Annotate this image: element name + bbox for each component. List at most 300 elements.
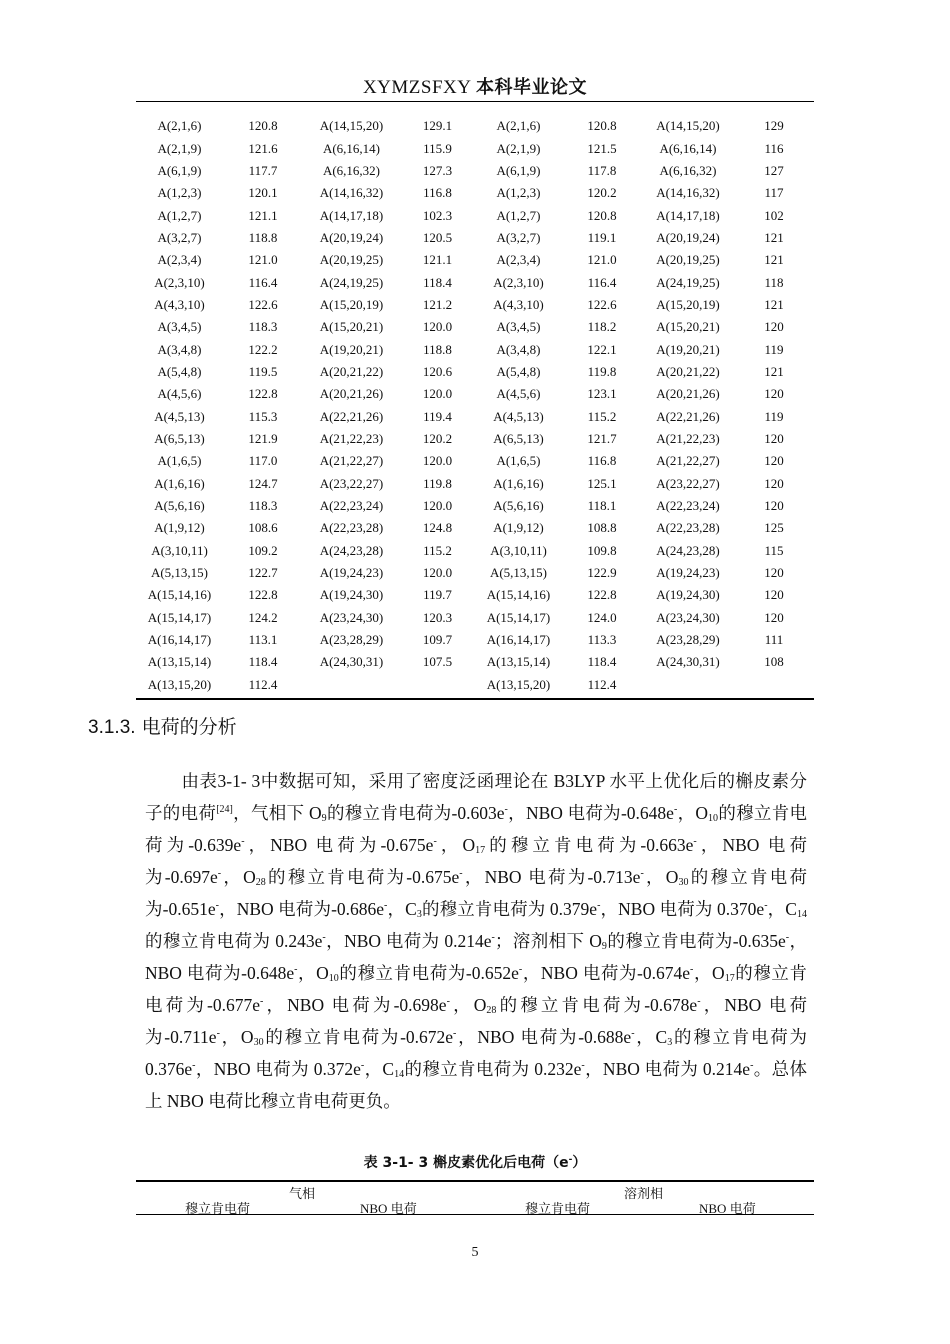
angle-value-cell: 129: [764, 118, 784, 134]
superscript: [24]: [216, 804, 233, 815]
angle-value-cell: 102: [764, 207, 784, 223]
angle-label-cell: A(19,20,21): [656, 341, 720, 357]
angle-label-cell: A(5,4,8): [496, 363, 541, 379]
superscript: -: [241, 836, 245, 847]
angle-label-cell: A(23,24,30): [319, 609, 384, 625]
angle-value-cell: 120.0: [422, 453, 453, 469]
table-row: [136, 428, 814, 450]
angle-value-cell: 118.3: [248, 498, 278, 514]
angle-value-cell: 120: [764, 319, 784, 335]
angle-value-cell: 112.4: [587, 676, 617, 692]
table-row: [136, 204, 814, 226]
text-run: 由表3-1- 3中数据可知，采用了密度泛函理论在 B3LYP 水平上优化后的槲皮素分子的电荷: [145, 771, 807, 823]
table-row: [136, 450, 814, 472]
angle-label-cell: A(2,3,4): [496, 252, 541, 268]
section-heading: [88, 712, 237, 739]
superscript: -: [491, 932, 495, 943]
subscript: 30: [253, 1037, 264, 1048]
angle-label-cell: A(24,23,28): [656, 542, 720, 558]
text-run: ，O: [677, 803, 709, 823]
angle-value-cell: 122.9: [587, 565, 617, 581]
caption-superscript: -: [568, 1155, 573, 1165]
angle-value-cell: 120.0: [422, 565, 453, 581]
angle-value-cell: 121.6: [248, 140, 278, 156]
superscript: -: [322, 932, 326, 943]
text-run: 的穆立肯电荷为 0.243e: [145, 931, 323, 951]
angle-value-cell: 120.0: [422, 386, 453, 402]
angle-label-cell: A(13,15,14): [147, 654, 212, 670]
angle-value-cell: 118.2: [587, 319, 617, 335]
angle-value-cell: 109.8: [587, 542, 617, 558]
angle-label-cell: A(14,15,20): [656, 118, 720, 134]
subscript: 30: [678, 877, 689, 888]
table-row: [136, 540, 814, 562]
angle-value-cell: 122.2: [248, 341, 278, 357]
angle-value-cell: 109.2: [248, 542, 278, 558]
angle-label-cell: A(1,2,3): [496, 185, 541, 201]
angle-value-cell: 120: [764, 475, 784, 491]
table-row: [136, 338, 814, 360]
superscript: -: [215, 900, 219, 911]
angle-value-cell: 113.3: [587, 632, 617, 648]
angle-value-cell: 121: [764, 296, 784, 312]
col-mulliken-solvent: 穆立肯电荷: [525, 1201, 591, 1216]
angle-label-cell: A(6,16,14): [322, 140, 381, 156]
text-run: 的穆立肯电荷为 0.232e: [404, 1059, 582, 1079]
angle-label-cell: A(15,14,16): [486, 587, 551, 603]
angle-value-cell: 119: [764, 408, 784, 424]
angle-label-cell: A(15,20,21): [319, 319, 384, 335]
angle-value-cell: 120: [764, 453, 784, 469]
group-solvent-header: 溶剂相: [624, 1186, 664, 1201]
angle-label-cell: A(24,19,25): [319, 274, 384, 290]
text-run: ，NBO 电荷为 0.214e: [584, 1059, 751, 1079]
section-title: 电荷的分析: [141, 716, 237, 738]
superscript: -: [597, 900, 601, 911]
text-run: 的穆立肯电荷为 0.376e: [145, 1027, 807, 1079]
angle-label-cell: A(3,2,7): [157, 229, 202, 245]
angle-value-cell: 121: [764, 252, 784, 268]
superscript: -: [216, 1028, 220, 1039]
table-row: [136, 383, 814, 405]
angle-value-cell: 102.3: [422, 207, 453, 223]
angle-label-cell: A(24,23,28): [319, 542, 384, 558]
subscript: 17: [475, 845, 486, 856]
angle-label-cell: [303, 674, 400, 696]
text-run: ，C: [634, 1027, 668, 1047]
angle-label-cell: A(6,16,32): [322, 162, 381, 178]
angle-label-cell: A(23,22,27): [319, 475, 384, 491]
angle-label-cell: A(4,5,13): [154, 408, 205, 424]
angle-label-cell: A(6,1,9): [157, 162, 202, 178]
angle-value-cell: 120: [764, 386, 784, 402]
subscript: 14: [394, 1069, 405, 1080]
angle-value-cell: 111: [764, 632, 784, 648]
angle-label-cell: A(2,3,10): [154, 274, 205, 290]
section-number: 3.1.3.: [88, 717, 136, 738]
angle-label-cell: A(20,21,26): [319, 386, 384, 402]
text-run: 的穆立肯电荷为-0.663e: [485, 835, 694, 855]
superscript: -: [459, 868, 463, 879]
subscript: 3: [667, 1037, 673, 1048]
angle-value-cell: 116.8: [423, 185, 452, 201]
angle-value-cell: 109.7: [422, 632, 453, 648]
table-row: [136, 249, 814, 271]
table-row: [136, 227, 814, 249]
angle-value-cell: 118.8: [423, 341, 452, 357]
angle-label-cell: A(5,4,8): [157, 363, 202, 379]
text-run: ，NBO 电荷为-0.698e: [263, 995, 447, 1015]
col-mulliken-gas: 穆立肯电荷: [185, 1201, 251, 1216]
superscript: -: [294, 964, 298, 975]
table-row: [136, 517, 814, 539]
angle-value-cell: 121: [764, 363, 784, 379]
angle-label-cell: A(23,28,29): [656, 632, 720, 648]
superscript: -: [446, 996, 450, 1007]
table-row: [136, 160, 814, 182]
angle-label-cell: A(22,21,26): [319, 408, 384, 424]
angle-value-cell: 127: [764, 162, 784, 178]
angle-label-cell: A(3,4,5): [157, 319, 202, 335]
angle-label-cell: A(24,30,31): [656, 654, 720, 670]
superscript: -: [764, 900, 768, 911]
angle-value-cell: 124.0: [587, 609, 617, 625]
header-latin: XYMZSFXY: [362, 77, 471, 98]
angle-label-cell: A(6,1,9): [496, 162, 541, 178]
angle-label-cell: A(15,20,19): [656, 296, 720, 312]
angle-value-cell: 122.1: [587, 341, 617, 357]
superscript: -: [384, 900, 388, 911]
angle-value-cell: 121.1: [248, 207, 278, 223]
angle-label-cell: A(19,24,30): [319, 587, 384, 603]
table-row: [136, 584, 814, 606]
subscript: 9: [601, 941, 607, 952]
table-row: [136, 562, 814, 584]
angle-label-cell: A(24,30,31): [319, 654, 384, 670]
angle-value-cell: 121.1: [422, 252, 453, 268]
superscript: -: [360, 1060, 365, 1071]
text-run: 的穆立肯电荷为-0.603e: [326, 803, 505, 823]
angle-value-cell: 118.3: [248, 319, 278, 335]
angle-label-cell: A(15,20,21): [656, 319, 720, 335]
angle-value-cell: 113.1: [248, 632, 278, 648]
text-run: ，NBO 电荷为-0.711e: [145, 995, 808, 1047]
angle-value-cell: 108: [764, 654, 784, 670]
text-run: 的穆立肯电荷为-0.651e: [145, 867, 807, 919]
subscript: 28: [255, 877, 266, 888]
angle-value-cell: 118.4: [423, 274, 452, 290]
angle-value-cell: 120.0: [422, 319, 453, 335]
angle-value-cell: 119.8: [587, 363, 617, 379]
superscript: -: [259, 996, 264, 1007]
angle-label-cell: A(20,19,25): [319, 252, 384, 268]
angle-value-cell: 116.4: [248, 274, 278, 290]
table-row: [136, 361, 814, 383]
angle-label-cell: A(20,21,22): [319, 363, 384, 379]
angle-label-cell: A(5,13,15): [150, 565, 209, 581]
charge-table-top-rule: [136, 1180, 814, 1182]
angle-label-cell: A(23,22,27): [656, 475, 720, 491]
angle-label-cell: A(19,24,23): [319, 565, 384, 581]
table-row: [136, 316, 814, 338]
text-run: ；溶剂相下 O: [494, 931, 602, 951]
angle-value-cell: 122.7: [248, 565, 278, 581]
angle-label-cell: A(3,2,7): [496, 229, 541, 245]
angle-value-cell: 107.5: [422, 654, 453, 670]
angle-value-cell: 119.7: [423, 587, 452, 603]
table-row: [136, 473, 814, 495]
text-run: 的穆立肯电荷为-0.678e: [496, 995, 698, 1015]
angle-label-cell: [642, 674, 734, 696]
subscript: 3: [416, 909, 422, 920]
angle-label-cell: A(4,3,10): [493, 296, 544, 312]
angle-label-cell: A(13,15,14): [486, 654, 551, 670]
text-run: 的穆立肯电荷为-0.652e: [338, 963, 519, 983]
angle-label-cell: A(4,5,6): [496, 386, 541, 402]
text-run: ，O: [219, 1027, 254, 1047]
angle-value-cell: 116: [764, 140, 784, 156]
angle-label-cell: A(20,19,24): [656, 229, 720, 245]
angle-label-cell: A(15,20,19): [319, 296, 384, 312]
angle-label-cell: A(3,4,5): [496, 319, 541, 335]
superscript: -: [504, 804, 508, 815]
angle-value-cell: [734, 674, 814, 696]
table-row: [136, 629, 814, 651]
angle-value-cell: 120: [764, 587, 784, 603]
angle-label-cell: A(2,1,6): [496, 118, 541, 134]
angle-label-cell: A(23,24,30): [656, 609, 720, 625]
text-run: 的穆立肯电荷为-0.639e: [145, 803, 807, 855]
table-row: [136, 137, 814, 159]
page-number: 5: [471, 1245, 479, 1260]
angle-value-cell: 117.8: [587, 162, 617, 178]
text-run: ，NBO 电荷为 0.370e: [600, 899, 765, 919]
text-run: ，NBO 电荷为 0.214e: [325, 931, 492, 951]
angle-value-cell: 121.2: [422, 296, 453, 312]
angle-label-cell: A(21,22,27): [656, 453, 720, 469]
angle-value-cell: 122.8: [248, 386, 278, 402]
superscript: -: [631, 1028, 635, 1039]
text-run: 。总体上 NBO 电荷比穆立肯电荷更负。: [145, 1059, 807, 1111]
angle-value-cell: 120: [764, 430, 784, 446]
subscript: 10: [708, 813, 719, 824]
text-run: 的穆立肯电荷为-0.635e: [606, 931, 786, 951]
angle-value-cell: 116.4: [587, 274, 617, 290]
text-run: ，NBO 电荷为-0.713e: [462, 867, 641, 887]
angle-value-cell: 120.2: [422, 430, 453, 446]
angle-value-cell: 121.7: [587, 430, 617, 446]
angle-label-cell: A(3,4,8): [496, 341, 541, 357]
superscript: -: [433, 836, 437, 847]
superscript: -: [785, 932, 790, 943]
superscript: -: [673, 804, 678, 815]
angle-label-cell: A(23,28,29): [319, 632, 384, 648]
angle-label-cell: A(15,14,17): [486, 609, 551, 625]
subscript: 17: [724, 973, 735, 984]
superscript: -: [640, 868, 644, 879]
text-run: ，O: [297, 963, 329, 983]
angle-value-cell: 120.3: [422, 609, 453, 625]
caption-end: ）: [572, 1155, 587, 1171]
angle-label-cell: A(21,22,23): [319, 430, 384, 446]
table-row: [136, 115, 814, 137]
angle-value-cell: 125: [764, 520, 784, 536]
angle-label-cell: A(1,6,16): [154, 475, 205, 491]
angle-value-cell: 120.0: [422, 498, 453, 514]
subscript: 28: [486, 1005, 497, 1016]
angle-label-cell: A(22,23,24): [656, 498, 720, 514]
angle-value-cell: 115.3: [248, 408, 278, 424]
angle-label-cell: A(14,16,32): [656, 185, 720, 201]
angle-label-cell: A(20,19,25): [656, 252, 720, 268]
subscript: 9: [321, 813, 327, 824]
angle-label-cell: A(3,10,11): [490, 542, 547, 558]
angle-value-cell: 118: [764, 274, 784, 290]
text-run: ，O: [436, 835, 476, 855]
angle-value-cell: 124.7: [248, 475, 278, 491]
angle-label-cell: A(20,19,24): [319, 229, 384, 245]
angle-value-cell: 121.5: [587, 140, 617, 156]
angle-value-cell: 119.8: [423, 475, 452, 491]
text-run: ，C: [767, 899, 797, 919]
angle-value-cell: 127.3: [422, 162, 453, 178]
angle-value-cell: 120: [764, 498, 784, 514]
angle-value-cell: 120.8: [248, 118, 278, 134]
subscript: 14: [796, 909, 807, 920]
text-run: ，NBO 电荷为-0.675e: [244, 835, 434, 855]
angle-value-cell: 119.1: [587, 229, 617, 245]
angle-label-cell: A(19,24,23): [656, 565, 720, 581]
angle-value-cell: 121: [764, 229, 784, 245]
text-run: ，O: [449, 995, 487, 1015]
angle-value-cell: 120.5: [422, 229, 453, 245]
angle-label-cell: A(19,24,30): [656, 587, 720, 603]
text-run: ，O: [221, 867, 256, 887]
table-caption: [136, 1152, 814, 1172]
table-bottom-rule: [136, 698, 814, 700]
superscript: -: [192, 1060, 196, 1071]
angle-label-cell: A(15,14,16): [147, 587, 212, 603]
table-row: [136, 651, 814, 673]
angle-label-cell: A(22,23,28): [656, 520, 720, 536]
angle-label-cell: A(22,23,28): [319, 520, 384, 536]
angle-value-cell: 120.8: [587, 207, 617, 223]
angle-label-cell: A(22,23,24): [319, 498, 384, 514]
angle-value-cell: 118.8: [248, 229, 278, 245]
angle-label-cell: A(2,3,4): [157, 252, 202, 268]
angle-label-cell: A(15,14,17): [147, 609, 212, 625]
text-run: ，NBO 电荷为-0.648e: [507, 803, 674, 823]
text-run: 的穆立肯电荷为-0.677e: [145, 963, 808, 1015]
table-row: [136, 495, 814, 517]
angle-label-cell: A(3,10,11): [151, 542, 208, 558]
angle-label-cell: A(16,14,17): [147, 632, 212, 648]
angle-label-cell: A(21,22,27): [319, 453, 384, 469]
text-run: ，O: [693, 963, 725, 983]
text-run: 的穆立肯电荷为-0.675e: [265, 867, 460, 887]
text-run: ，C: [387, 899, 417, 919]
angle-value-cell: 120: [764, 609, 784, 625]
text-run: ，气相下 O: [232, 803, 322, 823]
superscript: -: [453, 1028, 457, 1039]
superscript: -: [693, 836, 697, 847]
table-row: [136, 182, 814, 204]
angle-value-cell: 121.0: [587, 252, 617, 268]
angle-value-cell: 123.1: [587, 386, 617, 402]
angle-label-cell: A(1,6,5): [496, 453, 541, 469]
angle-value-cell: 119.4: [423, 408, 452, 424]
table-row: [136, 271, 814, 293]
angle-label-cell: A(2,1,9): [496, 140, 541, 156]
text-run: ，O: [643, 867, 679, 887]
angle-value-cell: 119: [764, 341, 784, 357]
angle-label-cell: A(6,16,14): [659, 140, 717, 156]
angle-label-cell: A(16,14,17): [486, 632, 551, 648]
table-row: [136, 294, 814, 316]
superscript: -: [690, 964, 694, 975]
angle-label-cell: A(4,3,10): [154, 296, 205, 312]
text-run: ，NBO 电荷为-0.674e: [522, 963, 691, 983]
angle-label-cell: A(5,6,16): [493, 498, 544, 514]
angle-label-cell: A(2,3,10): [493, 274, 544, 290]
angle-label-cell: A(20,21,26): [656, 386, 720, 402]
angle-label-cell: A(19,20,21): [319, 341, 384, 357]
group-gas-header: 气相: [289, 1186, 316, 1201]
angle-label-cell: A(1,2,7): [157, 207, 202, 223]
angle-value-cell: 124.8: [422, 520, 453, 536]
angle-value-cell: 108.8: [587, 520, 617, 536]
angle-value-cell: 108.6: [248, 520, 278, 536]
angle-value-cell: 115.9: [423, 140, 452, 156]
angle-value-cell: 120.8: [587, 118, 617, 134]
superscript: -: [581, 1060, 585, 1071]
angle-label-cell: A(14,16,32): [319, 185, 384, 201]
angle-value-cell: 118.1: [587, 498, 617, 514]
angle-value-cell: 115.2: [587, 408, 617, 424]
text-run: ，C: [364, 1059, 395, 1079]
header-chinese: 本科毕业论文: [476, 77, 588, 98]
text-run: 的穆立肯电荷为 0.379e: [421, 899, 598, 919]
table-row: [136, 607, 814, 629]
angle-value-cell: 112.4: [248, 676, 278, 692]
angle-value-cell: 120.2: [587, 185, 617, 201]
superscript: -: [217, 868, 222, 879]
angle-value-cell: 129.1: [422, 118, 453, 134]
angle-value-cell: 117.0: [248, 453, 278, 469]
col-nbo-gas: NBO 电荷: [360, 1201, 417, 1216]
angle-value-cell: 120.1: [248, 185, 278, 201]
angle-value-cell: 125.1: [587, 475, 617, 491]
angle-value-cell: 118.4: [587, 654, 617, 670]
angle-value-cell: 121.9: [248, 430, 278, 446]
angle-value-cell: 120.6: [422, 363, 453, 379]
col-nbo-solvent: NBO 电荷: [699, 1201, 756, 1216]
angle-value-cell: 119.5: [248, 363, 278, 379]
angle-label-cell: A(22,21,26): [656, 408, 720, 424]
angle-label-cell: A(6,16,32): [659, 162, 717, 178]
angle-value-cell: 122.6: [587, 296, 617, 312]
superscript: -: [518, 964, 523, 975]
angle-value-cell: [400, 674, 475, 696]
angle-label-cell: A(21,22,23): [656, 430, 720, 446]
superscript: -: [750, 1060, 754, 1071]
bond-angle-table: [136, 115, 814, 696]
angle-label-cell: A(14,17,18): [656, 207, 720, 223]
angle-label-cell: A(2,1,9): [157, 140, 202, 156]
angle-value-cell: 122.8: [248, 587, 278, 603]
body-paragraph: [145, 765, 807, 1117]
superscript: -: [697, 996, 701, 1007]
